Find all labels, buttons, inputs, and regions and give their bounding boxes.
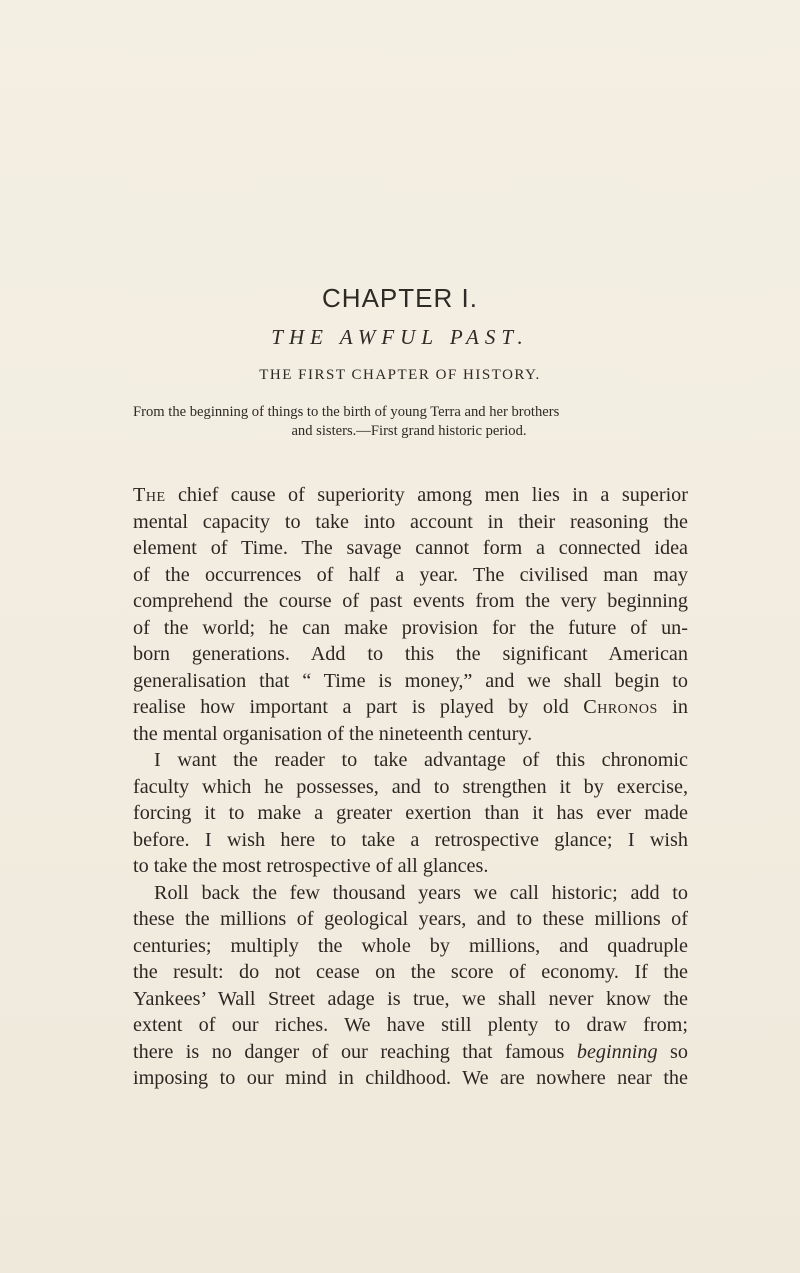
text-line: forcing it to make a greater exertion than it has ever made <box>133 802 688 824</box>
text-line: these the millions of geological years, and to these millions of <box>133 908 688 930</box>
text-line: centuries; multiply the whole by millions, and quadruple <box>133 934 688 957</box>
text-line: realise how important a part is played by old Chronos in <box>133 696 689 718</box>
text-line: mental capacity to take into account in their reasoning the <box>133 510 688 533</box>
text-line: Roll back the few thousand years we call historic; add to <box>154 881 688 904</box>
text-line: to take the most retrospective of all glances. <box>133 855 489 877</box>
italic-word: beginning <box>576 1040 658 1063</box>
text-line: the mental organisation of the nineteenth century. <box>133 722 533 745</box>
summary-line: From the beginning of things to the birth of young Terra and her brothers <box>133 404 560 420</box>
text-line: Yankees’ Wall Street adage is true, we shall never know the <box>133 987 688 1010</box>
text-line: imposing to our mind in childhood. We are nowhere near the <box>133 1067 688 1089</box>
text-line: there is no danger of our reaching that famous beginning so <box>133 1040 689 1063</box>
chapter-summary <box>133 403 685 441</box>
text-line: The chief cause of superiority among men lies in a superior <box>133 484 688 506</box>
text-line: generalisation that “ Time is money,” and we shall begin to <box>133 669 688 692</box>
chapter-title: THE AWFUL PAST. <box>271 325 529 349</box>
text-line: of the occurrences of half a year. The civilised man may <box>133 563 688 586</box>
summary-line: and sisters.—First grand historic period. <box>291 423 527 439</box>
text-line: faculty which he possesses, and to strengthen it by exercise, <box>133 775 688 798</box>
text-line: I want the reader to take advantage of this chronomic <box>154 749 688 771</box>
paragraph-lead-word: The <box>133 484 166 506</box>
text-line: element of Time. The savage cannot form a connected idea <box>133 537 688 559</box>
body-text <box>133 482 688 1092</box>
text-line: comprehend the course of past events from the very beginning <box>133 590 688 612</box>
chapter-heading: CHAPTER I. <box>322 283 478 313</box>
text-line: extent of our riches. We have still plenty to draw from; <box>133 1014 688 1036</box>
text-line: the result: do not cease on the score of economy. If the <box>133 961 688 983</box>
chapter-subtitle: THE FIRST CHAPTER OF HISTORY. <box>259 367 541 383</box>
text-line: of the world; he can make provision for the future of un- <box>133 616 688 639</box>
chronos-name: Chronos <box>583 696 658 718</box>
text-line: before. I wish here to take a retrospective glance; I wish <box>133 828 688 851</box>
text-line: born generations. Add to this the significant American <box>133 643 688 665</box>
